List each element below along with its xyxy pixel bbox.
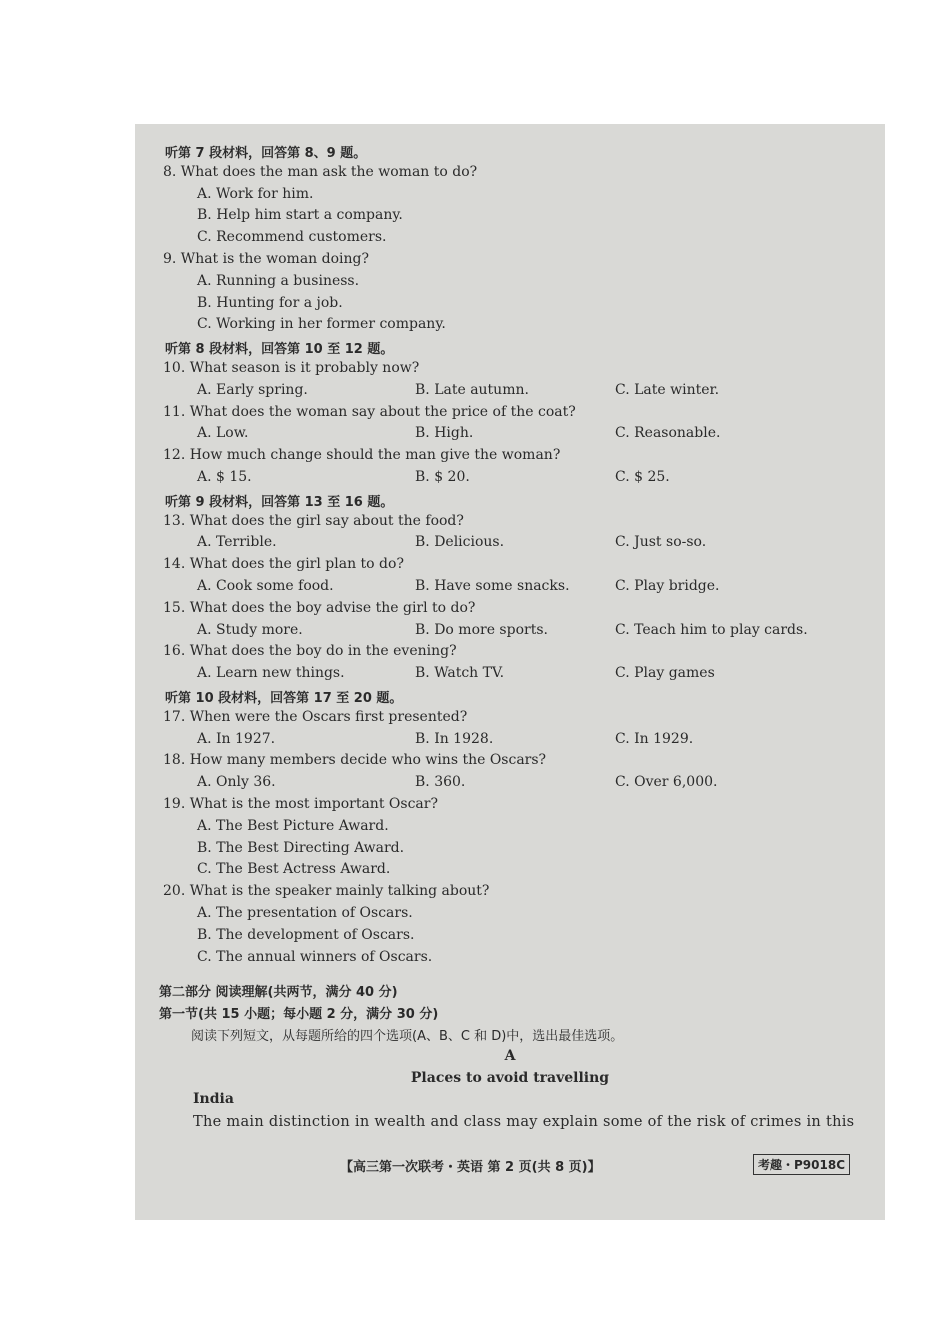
answer-option: C. Working in her former company.	[197, 316, 446, 333]
answer-option: B. 360.	[415, 774, 466, 791]
passage-title: Places to avoid travelling	[410, 1070, 610, 1086]
answer-option: C. Over 6,000.	[615, 774, 718, 791]
answer-option: A. Early spring.	[197, 381, 308, 398]
answer-option: C. The Best Actress Award.	[197, 861, 391, 878]
question-text: 11. What does the woman say about the price of the coat?	[163, 403, 576, 420]
answer-option: B. The Best Directing Award.	[197, 839, 405, 856]
answer-option: A. Learn new things.	[197, 665, 345, 682]
answer-option: B. $ 20.	[415, 469, 470, 485]
answer-option: B. In 1928.	[415, 730, 494, 747]
question-text: 15. What does the boy advise the girl to do?	[163, 599, 476, 616]
question-text: 13. What does the girl say about the food?	[163, 512, 464, 529]
answer-option: A. $ 15.	[197, 469, 252, 485]
answer-option: A. Only 36.	[197, 774, 276, 791]
answer-option: B. Have some snacks.	[415, 578, 570, 594]
answer-option: C. Just so-so.	[615, 534, 707, 551]
answer-option: C. Play bridge.	[615, 578, 720, 594]
question-text: 16. What does the boy do in the evening?	[163, 643, 457, 660]
passage-letter: A	[504, 1048, 516, 1064]
question-text: 14. What does the girl plan to do?	[163, 556, 404, 573]
answer-option: C. Recommend customers.	[197, 229, 387, 246]
answer-option: C. Play games	[615, 665, 715, 682]
answer-option: C. Late winter.	[615, 381, 720, 398]
answer-option: A. Running a business.	[197, 272, 360, 289]
question-text: 8. What does the man ask the woman to do?	[163, 163, 478, 180]
section-header: 听第 9 段材料，回答第 13 至 16 题。	[165, 494, 394, 510]
answer-option: A. The Best Picture Award.	[197, 817, 389, 834]
question-text: 17. When were the Oscars first presented?	[163, 708, 468, 725]
answer-option: C. Reasonable.	[615, 425, 721, 442]
question-text: 10. What season is it probably now?	[163, 360, 420, 376]
answer-option: B. Late autumn.	[415, 381, 529, 398]
answer-option: A. The presentation of Oscars.	[197, 905, 413, 921]
answer-option: B. Hunting for a job.	[197, 294, 343, 311]
passage-text: The main distinction in wealth and class may explain some of the risk of crimes in this	[193, 1114, 855, 1130]
question-text: 9. What is the woman doing?	[163, 251, 369, 267]
answer-option: C. The annual winners of Oscars.	[197, 948, 433, 965]
page-footer: 【高三第一次联考・英语 第 2 页(共 8 页)】	[340, 1160, 601, 1175]
question-text: 19. What is the most important Oscar?	[163, 796, 438, 812]
answer-option: B. The development of Oscars.	[197, 926, 415, 943]
exam-page	[135, 124, 885, 1220]
question-text: 12. How much change should the man give the woman?	[163, 447, 561, 464]
section-header: 听第 10 段材料，回答第 17 至 20 题。	[165, 691, 403, 706]
section-header: 听第 8 段材料，回答第 10 至 12 题。	[165, 342, 394, 358]
section1-title: 第一节(共 15 小题；每小题 2 分，满分 30 分)	[159, 1007, 439, 1022]
answer-option: C. In 1929.	[615, 730, 694, 747]
exam-code: 考趣・P9018C	[753, 1154, 850, 1175]
passage-subheading: India	[193, 1091, 234, 1107]
answer-option: B. High.	[415, 425, 474, 442]
answer-option: B. Help him start a company.	[197, 207, 403, 224]
answer-option: C. $ 25.	[615, 469, 670, 485]
answer-option: A. Terrible.	[197, 534, 277, 551]
part2-title: 第二部分 阅读理解(共两节，满分 40 分)	[159, 985, 398, 1000]
answer-option: A. Work for him.	[197, 185, 314, 202]
answer-option: B. Do more sports.	[415, 621, 548, 638]
question-text: 20. What is the speaker mainly talking about?	[163, 883, 490, 900]
section-header: 听第 7 段材料，回答第 8、9 题。	[165, 146, 367, 161]
question-text: 18. How many members decide who wins the Oscars?	[163, 752, 547, 769]
instruction: 阅读下列短文，从每题所给的四个选项(A、B、C 和 D)中，选出最佳选项。	[191, 1029, 624, 1044]
answer-option: A. Cook some food.	[197, 578, 334, 594]
answer-option: C. Teach him to play cards.	[615, 621, 808, 638]
answer-option: A. Study more.	[197, 621, 303, 638]
answer-option: A. Low.	[197, 425, 249, 442]
answer-option: B. Delicious.	[415, 534, 505, 551]
answer-option: B. Watch TV.	[415, 665, 505, 682]
answer-option: A. In 1927.	[197, 730, 276, 747]
